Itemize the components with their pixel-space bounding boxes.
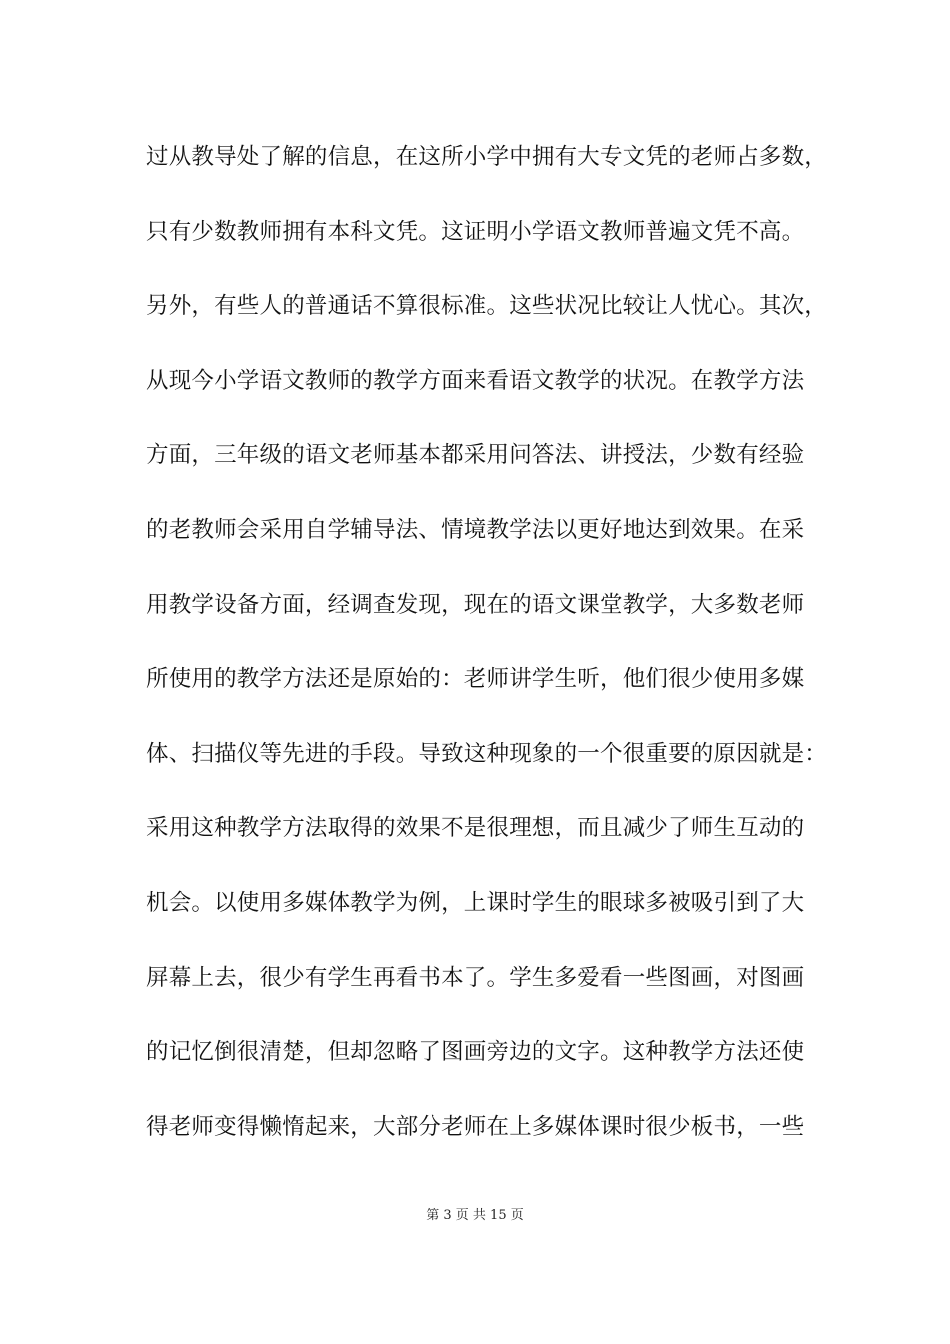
text-line: 所使用的教学方法还是原始的：老师讲学生听，他们很少使用多媒 bbox=[146, 666, 805, 693]
text-line: 用教学设备方面，经调查发现，现在的语文课堂教学，大多数老师 bbox=[146, 591, 805, 618]
text-line: 过从教导处了解的信息，在这所小学中拥有大专文凭的老师占多数， bbox=[146, 144, 828, 170]
text-line: 只有少数教师拥有本科文凭。这证明小学语文教师普遍文凭不高。 bbox=[146, 218, 805, 245]
text-line: 的老教师会采用自学辅导法、情境教学法以更好地达到效果。在采 bbox=[146, 516, 805, 543]
text-line: 另外，有些人的普通话不算很标准。这些状况比较让人忧心。其次， bbox=[146, 293, 828, 320]
text-line: 方面，三年级的语文老师基本都采用问答法、讲授法，少数有经验 bbox=[146, 442, 805, 469]
text-line: 采用这种教学方法取得的效果不是很理想，而且减少了师生互动的 bbox=[146, 815, 805, 842]
page-number-footer: 第 3 页 共 15 页 bbox=[426, 1208, 524, 1223]
text-line: 屏幕上去，很少有学生再看书本了。学生多爱看一些图画，对图画 bbox=[146, 964, 805, 991]
text-line: 体、扫描仪等先进的手段。导致这种现象的一个很重要的原因就是： bbox=[146, 740, 828, 767]
body-text bbox=[146, 132, 826, 1176]
text-line: 的记忆倒很清楚，但却忽略了图画旁边的文字。这种教学方法还使 bbox=[146, 1039, 805, 1066]
text-line: 从现今小学语文教师的教学方面来看语文教学的状况。在教学方法 bbox=[146, 367, 805, 394]
text-line: 得老师变得懒惰起来，大部分老师在上多媒体课时很少板书，一些 bbox=[146, 1113, 805, 1140]
text-line: 机会。以使用多媒体教学为例，上课时学生的眼球多被吸引到了大 bbox=[146, 889, 805, 916]
